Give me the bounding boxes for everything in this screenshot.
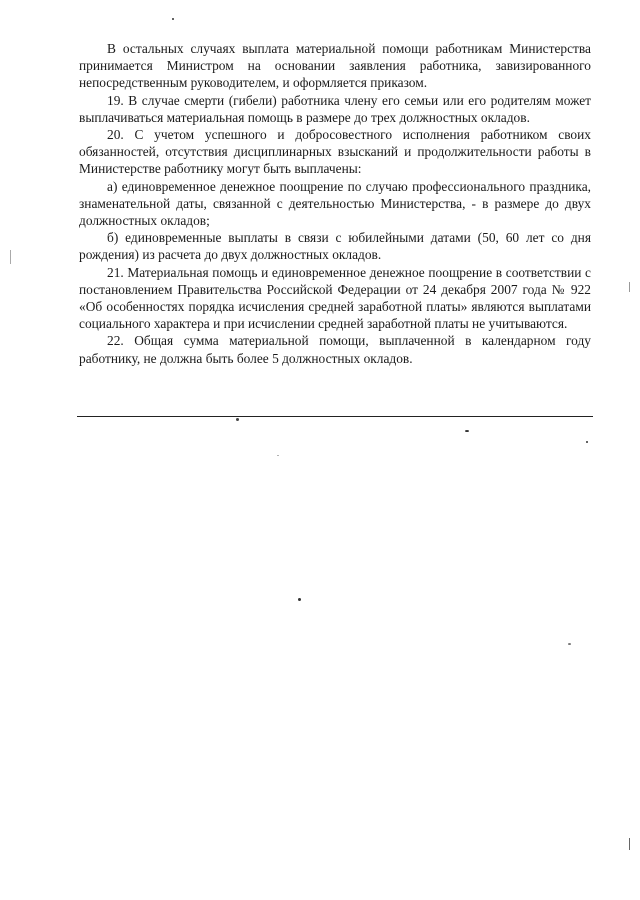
end-divider-line [77, 416, 593, 417]
scan-speck [172, 18, 174, 20]
scan-speck [298, 598, 301, 601]
paragraph-intro: В остальных случаях выплата материальной помощи работникам Министерства принимается Министром на основании заявления работника, завизированного непосредственным руководителем, и оформляется приказом. [79, 41, 591, 91]
document-body [79, 40, 591, 367]
scan-edge-mark [629, 282, 630, 292]
paragraph-22: 22. Общая сумма материальной помощи, выплаченной в календарном году работнику, не должна быть более 5 должностных окладов. [79, 333, 591, 366]
paragraph-20-a: а) единовременное денежное поощрение по случаю профессионального праздника, знаменательной даты, связанной с деятельностью Министерства, - в размере до двух должностных окладов; [79, 178, 591, 229]
scan-speck [586, 441, 588, 443]
paragraph-20: 20. С учетом успешного и добросовестного исполнения работником своих обязанностей, отсутствия дисциплинарных взысканий и продолжительности работы в Министерстве работнику могут быть выплачены: [79, 127, 591, 177]
scan-speck [236, 418, 239, 421]
paragraph-19: 19. В случае смерти (гибели) работника члену его семьи или его родителям может выплачиваться материальная помощь в размере до трех должностных окладов. [79, 92, 591, 125]
scan-speck [277, 455, 279, 456]
paragraph-20-b: б) единовременные выплаты в связи с юбилейными датами (50, 60 лет со дня рождения) из расчета до двух должностных окладов. [79, 230, 591, 263]
scan-edge-mark [10, 250, 11, 264]
scan-speck [568, 643, 571, 645]
paragraph-21: 21. Материальная помощь и единовременное денежное поощрение в соответствии с постановлением Правительства Российской Федерации от 24 декабря 2007 года № 922 «Об особенностях порядка исчисления средней заработной платы» являются выплатами социального характера и при исчислении средней заработной платы не учитываются. [79, 264, 591, 332]
scan-edge-mark [629, 838, 630, 850]
scan-speck [465, 430, 469, 432]
